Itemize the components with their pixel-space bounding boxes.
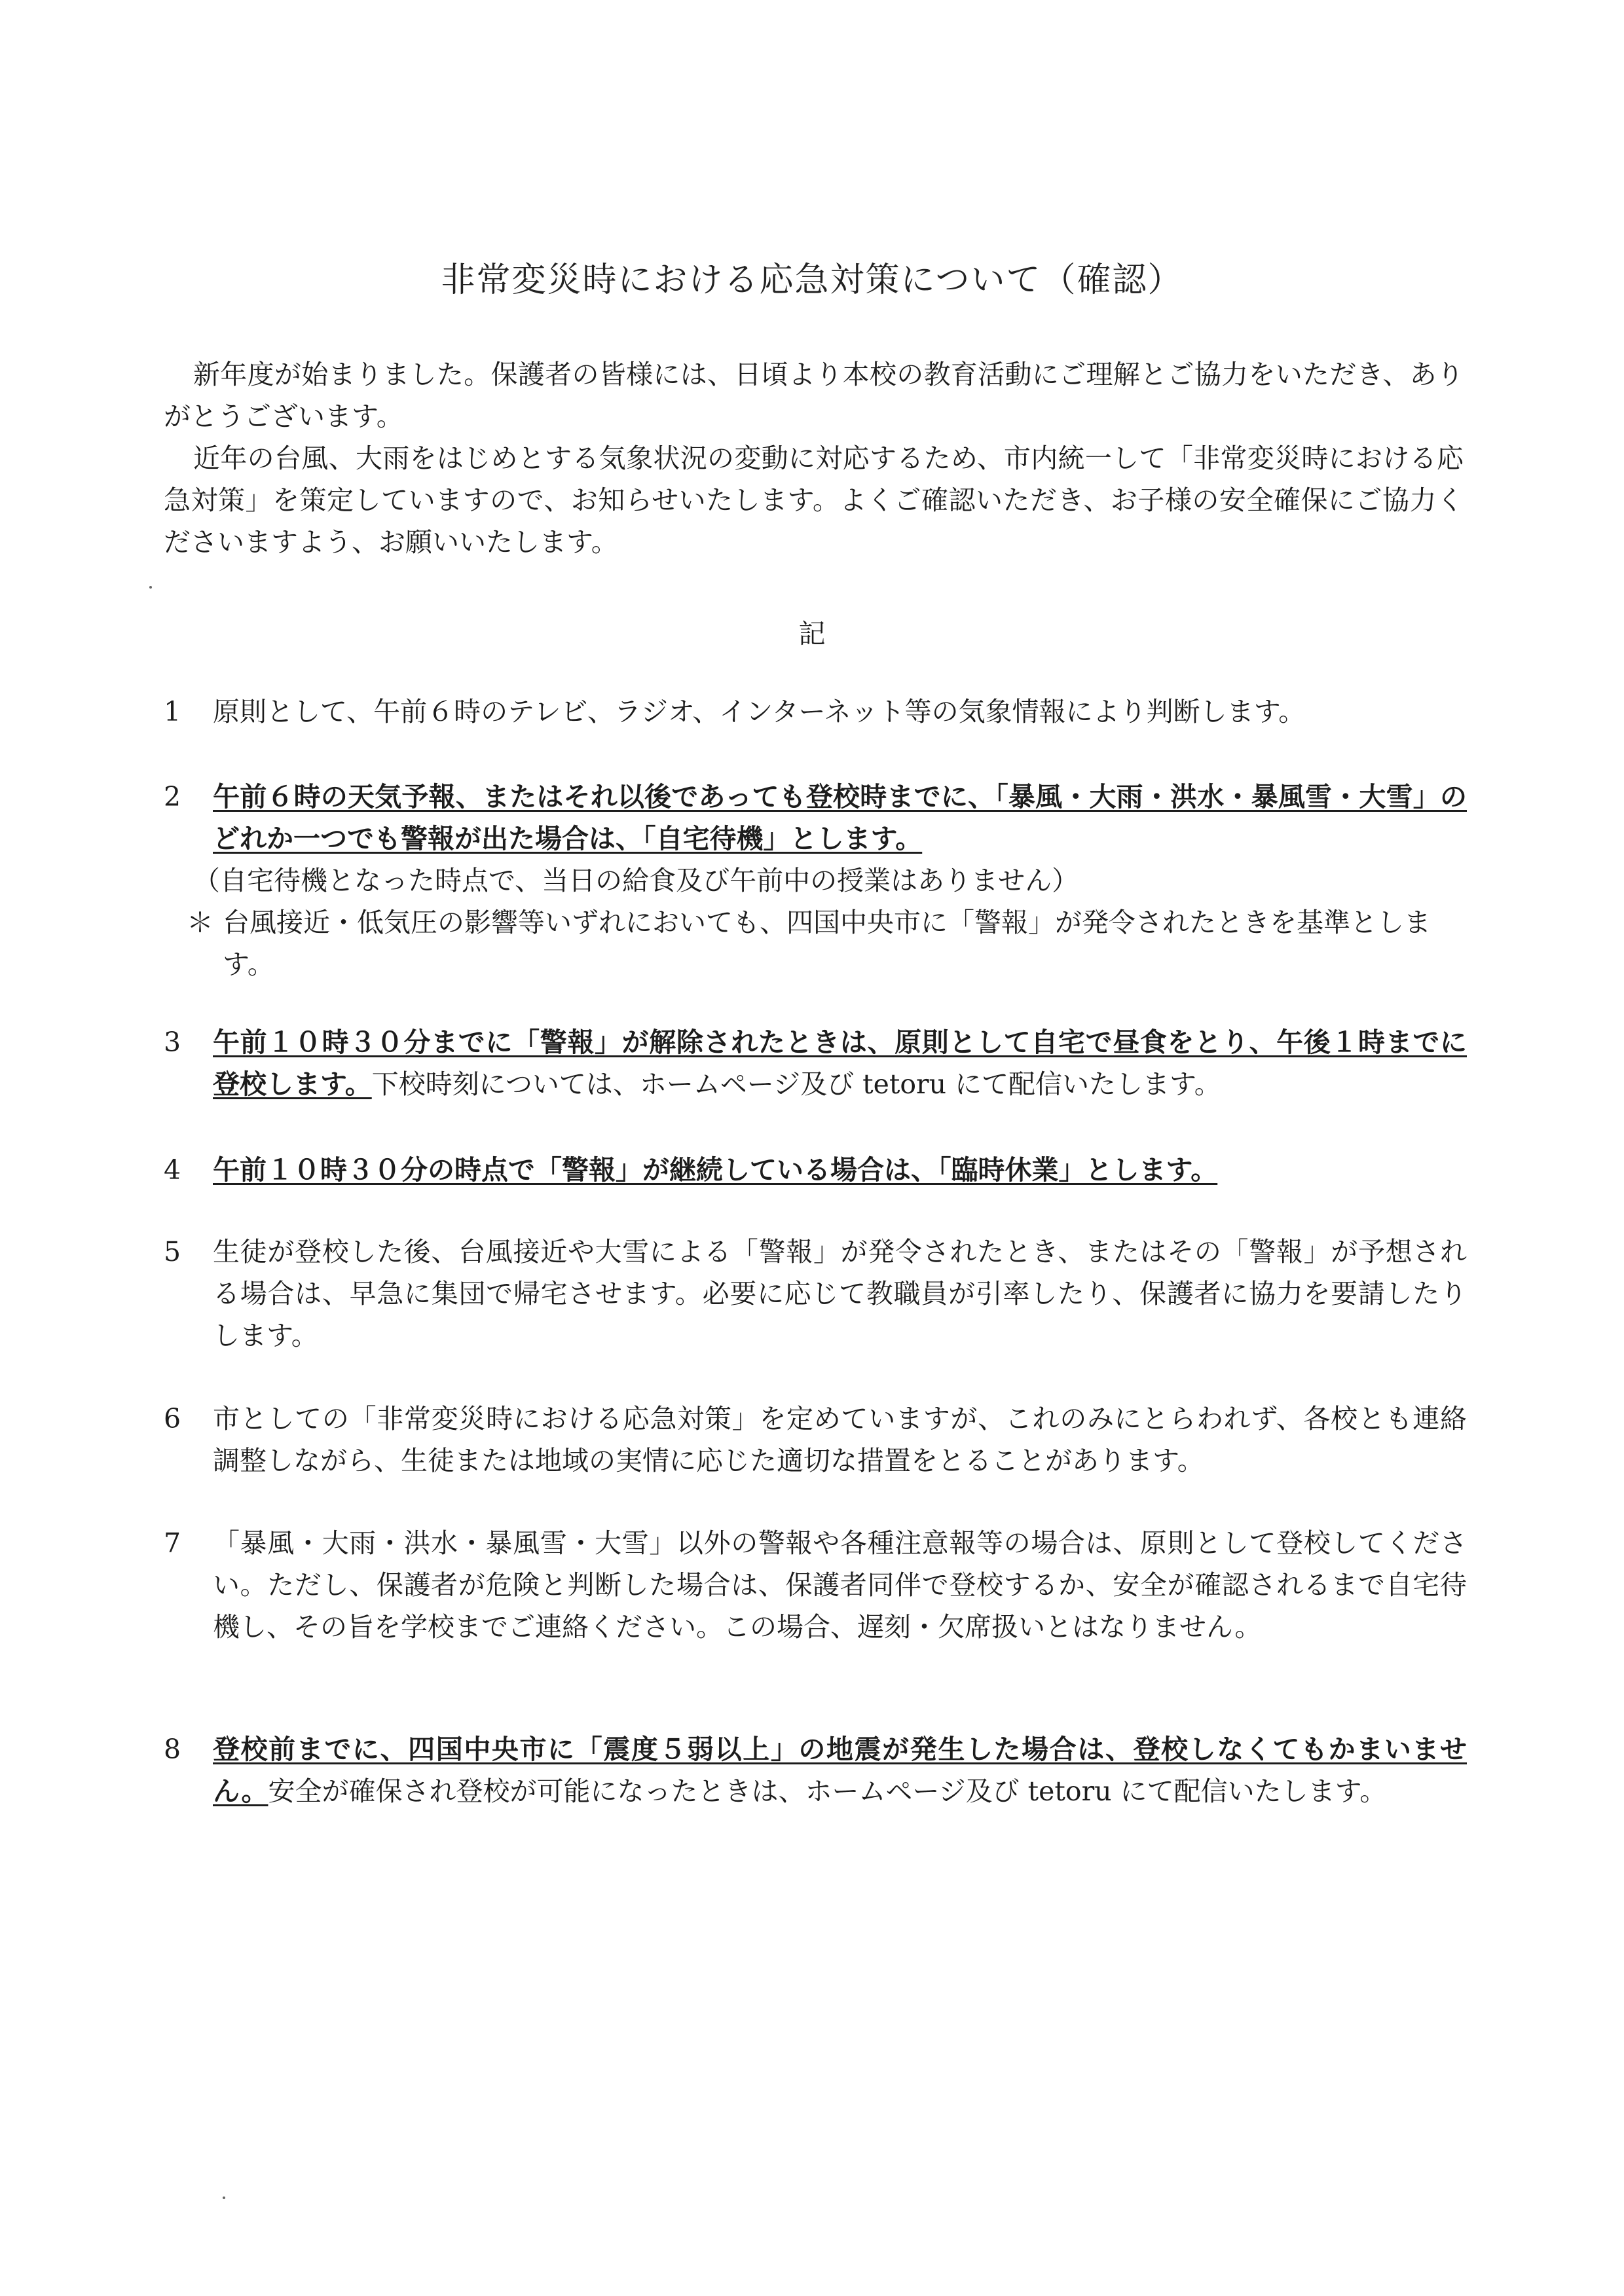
- item-text: 「暴風・大雨・洪水・暴風雪・大雪」以外の警報や各種注意報等の場合は、原則として登校してください。ただし、保護者が危険と判断した場合は、保護者同伴で登校するか、安全が確認されるまで自宅待機し、その旨を学校までご連絡ください。この場合、遅刻・欠席扱いとはなりません。: [213, 1527, 1467, 1643]
- list-item-8: [164, 1728, 1467, 1812]
- list-item-5: [164, 1231, 1467, 1357]
- item-note: 台風接近・低気圧の影響等いずれにおいても、四国中央市に「警報」が発令されたときを基準とします。: [223, 907, 1431, 980]
- document-title: 非常変災時における応急対策について（確認）: [441, 261, 1183, 300]
- item-text: 市としての「非常変災時における応急対策」を定めていますが、これのみにとらわれず、各校とも連絡調整しながら、生徒または地域の実情に応じた適切な措置をとることがあります。: [213, 1403, 1467, 1476]
- list-item-1: [164, 691, 1467, 733]
- item-emphasis: 登校前までに、四国中央市に「震度５弱以上」の地震が発生した場合は、登校しなくてもかまいません。: [213, 1734, 1467, 1807]
- item-emphasis: 午前１０時３０分までに「警報」が解除されたときは、原則として自宅で昼食をとり、午後１時までに登校します。: [213, 1027, 1467, 1100]
- ki-heading: 記: [798, 618, 826, 649]
- item-number: 2: [164, 781, 181, 812]
- intro-paragraph-2: 近年の台風、大雨をはじめとする気象状況の変動に対応するため、市内統一して「非常変災時における応急対策」を策定していますので、お知らせいたします。よくご確認いただき、お子様の安全確保にご協力くださいますよう、お願いいたします。: [164, 443, 1464, 558]
- item-emphasis: 午前６時の天気予報、またはそれ以後であっても登校時までに、「暴風・大雨・洪水・暴風雪・大雪」のどれか一つでも警報が出た場合は、「自宅待機」とします。: [213, 781, 1467, 854]
- intro-paragraph-1: 新年度が始まりました。保護者の皆様には、日頃より本校の教育活動にご理解とご協力をいただき、ありがとうございます。: [164, 359, 1464, 432]
- item-number: 6: [164, 1403, 181, 1434]
- item-number: 3: [164, 1027, 181, 1058]
- item-number: 7: [164, 1527, 181, 1559]
- list-item-6: [164, 1398, 1467, 1482]
- list-item-3: [164, 1021, 1467, 1105]
- intro-section: [164, 354, 1464, 563]
- asterisk-mark: ＊: [187, 907, 213, 938]
- item-subnote: （自宅待機となった時点で、当日の給食及び午前中の授業はありません）: [193, 865, 1079, 896]
- item-number: 5: [164, 1236, 181, 1267]
- item-text: 下校時刻については、ホームページ及び tetoru にて配信いたします。: [371, 1068, 1221, 1100]
- item-number: 4: [164, 1154, 181, 1186]
- item-text: 原則として、午前６時のテレビ、ラジオ、インターネット等の気象情報により判断します。: [213, 696, 1306, 727]
- list-item-4: [164, 1149, 1467, 1191]
- item-number: 1: [164, 696, 181, 727]
- item-emphasis: 午前１０時３０分の時点で「警報」が継続している場合は、「臨時休業」とします。: [213, 1154, 1218, 1186]
- item-number: 8: [164, 1734, 181, 1765]
- list-item-2: [164, 776, 1467, 985]
- item-text: 生徒が登校した後、台風接近や大雪による「警報」が発令されたとき、またはその「警報」が予想される場合は、早急に集団で帰宅させます。必要に応じて教職員が引率したり、保護者に協力を要請したりします。: [213, 1236, 1467, 1351]
- list-item-7: [164, 1522, 1467, 1648]
- scan-speck: [149, 586, 152, 589]
- item-text: 安全が確保され登校が可能になったときは、ホームページ及び tetoru にて配信いたします。: [268, 1776, 1387, 1807]
- scan-speck: [223, 2196, 225, 2199]
